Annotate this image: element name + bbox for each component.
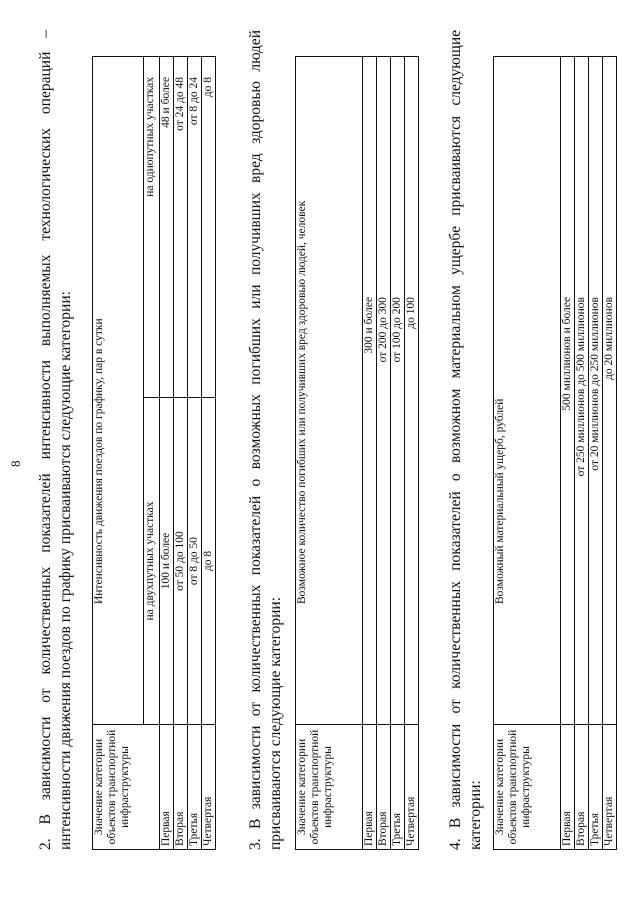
category-cell: Четвертая (405, 725, 419, 850)
table-row (160, 57, 174, 850)
category-cell: Третья (188, 725, 202, 850)
table-row (202, 57, 216, 850)
category-cell: Третья (391, 725, 405, 850)
value-cell: 100 и более (160, 398, 174, 725)
value-cell: до 8 (202, 398, 216, 725)
value-cell: 300 и более (363, 57, 377, 725)
value-cell: от 50 до 100 (174, 398, 188, 725)
section3-paragraph: 3. В зависимости от количественных показателей о возможных погибших или получивших вред здоровью людей присваиваются следующие категории: (247, 30, 284, 850)
table-row (603, 57, 617, 850)
category-cell: Третья (589, 725, 603, 850)
value-cell: от 8 до 24 (188, 57, 202, 398)
table-row (589, 57, 603, 850)
value-cell: до 8 (202, 57, 216, 398)
section4-paragraph: 4. В зависимости от количественных показателей о возможном материальном ущербе присваиваются следующие категории: (447, 30, 484, 850)
section3-table (295, 56, 419, 850)
category-cell: Вторая (377, 725, 391, 850)
value-cell: от 100 до 200 (391, 57, 405, 725)
category-cell: Первая (363, 725, 377, 850)
table-row (188, 57, 202, 850)
table-row (575, 57, 589, 850)
category-cell: Первая (160, 725, 174, 850)
table-row (174, 57, 188, 850)
section2-main-header: Интенсивность движения поездов по графику, пар в сутки (93, 57, 144, 725)
value-cell: 48 и более (160, 57, 174, 398)
category-cell: Четвертая (202, 725, 216, 850)
value-cell: до 20 миллионов (603, 57, 617, 725)
value-cell: 500 миллионов и более (561, 57, 575, 725)
page-number: 8 (8, 460, 23, 467)
value-cell: от 24 до 48 (174, 57, 188, 398)
section2-paragraph: 2. В зависимости от количественных показателей интенсивности выполняемых технологических операций – интенсивности движения поездов по графику присваиваются следующие категории: (37, 30, 74, 850)
section4-col1-header: Значение категории объектов транспортной инфраструктуры (494, 725, 561, 850)
table-row (377, 57, 391, 850)
section2-subheader-single: на однопутных участках (144, 57, 160, 398)
table-row (405, 57, 419, 850)
section2-subheader-double: на двухпутных участках (144, 398, 160, 725)
category-cell: Четвертая (603, 725, 617, 850)
category-cell: Первая (561, 725, 575, 850)
section2-col1-header: Значение категории объектов транспортной инфраструктуры (93, 725, 160, 850)
value-cell: до 100 (405, 57, 419, 725)
section2-table (92, 56, 216, 850)
section3-col1-header: Значение категории объектов транспортной инфраструктуры (296, 725, 363, 850)
section4-main-header: Возможный материальный ущерб, рублей (494, 57, 561, 725)
category-cell: Вторая (174, 725, 188, 850)
value-cell: от 20 миллионов до 250 миллионов (589, 57, 603, 725)
table-row (561, 57, 575, 850)
value-cell: от 200 до 300 (377, 57, 391, 725)
section3-main-header: Возможное количество погибших или получивших вред здоровью людей, человек (296, 57, 363, 725)
table-row (391, 57, 405, 850)
value-cell: от 8 до 50 (188, 398, 202, 725)
value-cell: от 250 миллионов до 500 миллионов (575, 57, 589, 725)
section4-table (493, 56, 617, 850)
table-row (363, 57, 377, 850)
category-cell: Вторая (575, 725, 589, 850)
